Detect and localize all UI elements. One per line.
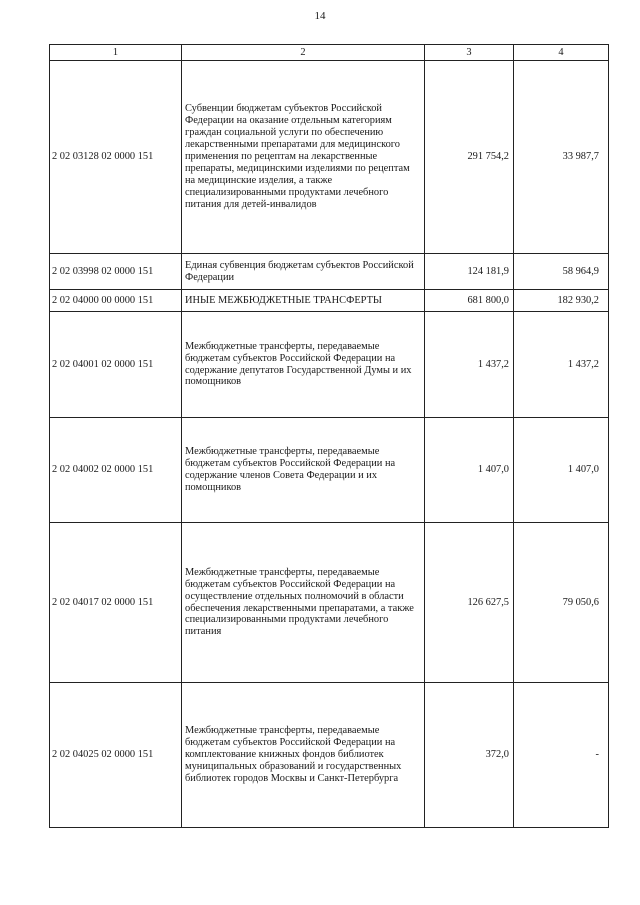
row-value-col4: 1 407,0 <box>514 418 609 523</box>
row-code: 2 02 03998 02 0000 151 <box>50 254 182 290</box>
header-col-1: 1 <box>50 45 182 61</box>
table-row <box>50 418 609 523</box>
row-value-col3: 124 181,9 <box>425 254 514 290</box>
row-description: Межбюджетные трансферты, передаваемые бюджетам субъектов Российской Федерации на осуществление отдельных полномочий в области обеспечения лекарственными препаратами, а также специализированными продуктами лечебного питания <box>182 523 425 683</box>
table-row <box>50 312 609 418</box>
row-value-col4: - <box>514 683 609 828</box>
row-value-col3: 1 437,2 <box>425 312 514 418</box>
row-value-col4: 58 964,9 <box>514 254 609 290</box>
row-description: Межбюджетные трансферты, передаваемые бюджетам субъектов Российской Федерации на комплектование книжных фондов библиотек муниципальных образований и государственных библиотек городов Москвы и Санкт-Петербурга <box>182 683 425 828</box>
row-description: ИНЫЕ МЕЖБЮДЖЕТНЫЕ ТРАНСФЕРТЫ <box>182 290 425 312</box>
page-number: 14 <box>314 10 326 22</box>
budget-table <box>49 44 609 828</box>
header-col-4: 4 <box>514 45 609 61</box>
row-code: 2 02 03128 02 0000 151 <box>50 61 182 254</box>
header-row <box>50 45 609 61</box>
row-code: 2 02 04001 02 0000 151 <box>50 312 182 418</box>
row-value-col4: 1 437,2 <box>514 312 609 418</box>
table-row <box>50 683 609 828</box>
row-code: 2 02 04025 02 0000 151 <box>50 683 182 828</box>
row-code: 2 02 04000 00 0000 151 <box>50 290 182 312</box>
row-description: Межбюджетные трансферты, передаваемые бюджетам субъектов Российской Федерации на содержание депутатов Государственной Думы и их помощников <box>182 312 425 418</box>
row-value-col3: 372,0 <box>425 683 514 828</box>
row-description: Субвенции бюджетам субъектов Российской Федерации на оказание отдельным категориям граждан социальной услуги по обеспечению лекарственными препаратами для медицинского применения по рецептам на лекарственные препараты, медицинскими изделиями по рецептам на медицинские изделия, а также специализированными продуктами лечебного питания для детей-инвалидов <box>182 61 425 254</box>
row-value-col4: 79 050,6 <box>514 523 609 683</box>
header-col-2: 2 <box>182 45 425 61</box>
row-description: Межбюджетные трансферты, передаваемые бюджетам субъектов Российской Федерации на содержание членов Совета Федерации и их помощников <box>182 418 425 523</box>
table-row <box>50 61 609 254</box>
table-row <box>50 523 609 683</box>
row-description: Единая субвенция бюджетам субъектов Российской Федерации <box>182 254 425 290</box>
table-row <box>50 290 609 312</box>
row-code: 2 02 04017 02 0000 151 <box>50 523 182 683</box>
table-row <box>50 254 609 290</box>
row-value-col4: 182 930,2 <box>514 290 609 312</box>
row-value-col3: 1 407,0 <box>425 418 514 523</box>
row-value-col3: 681 800,0 <box>425 290 514 312</box>
row-code: 2 02 04002 02 0000 151 <box>50 418 182 523</box>
row-value-col4: 33 987,7 <box>514 61 609 254</box>
row-value-col3: 126 627,5 <box>425 523 514 683</box>
header-col-3: 3 <box>425 45 514 61</box>
row-value-col3: 291 754,2 <box>425 61 514 254</box>
